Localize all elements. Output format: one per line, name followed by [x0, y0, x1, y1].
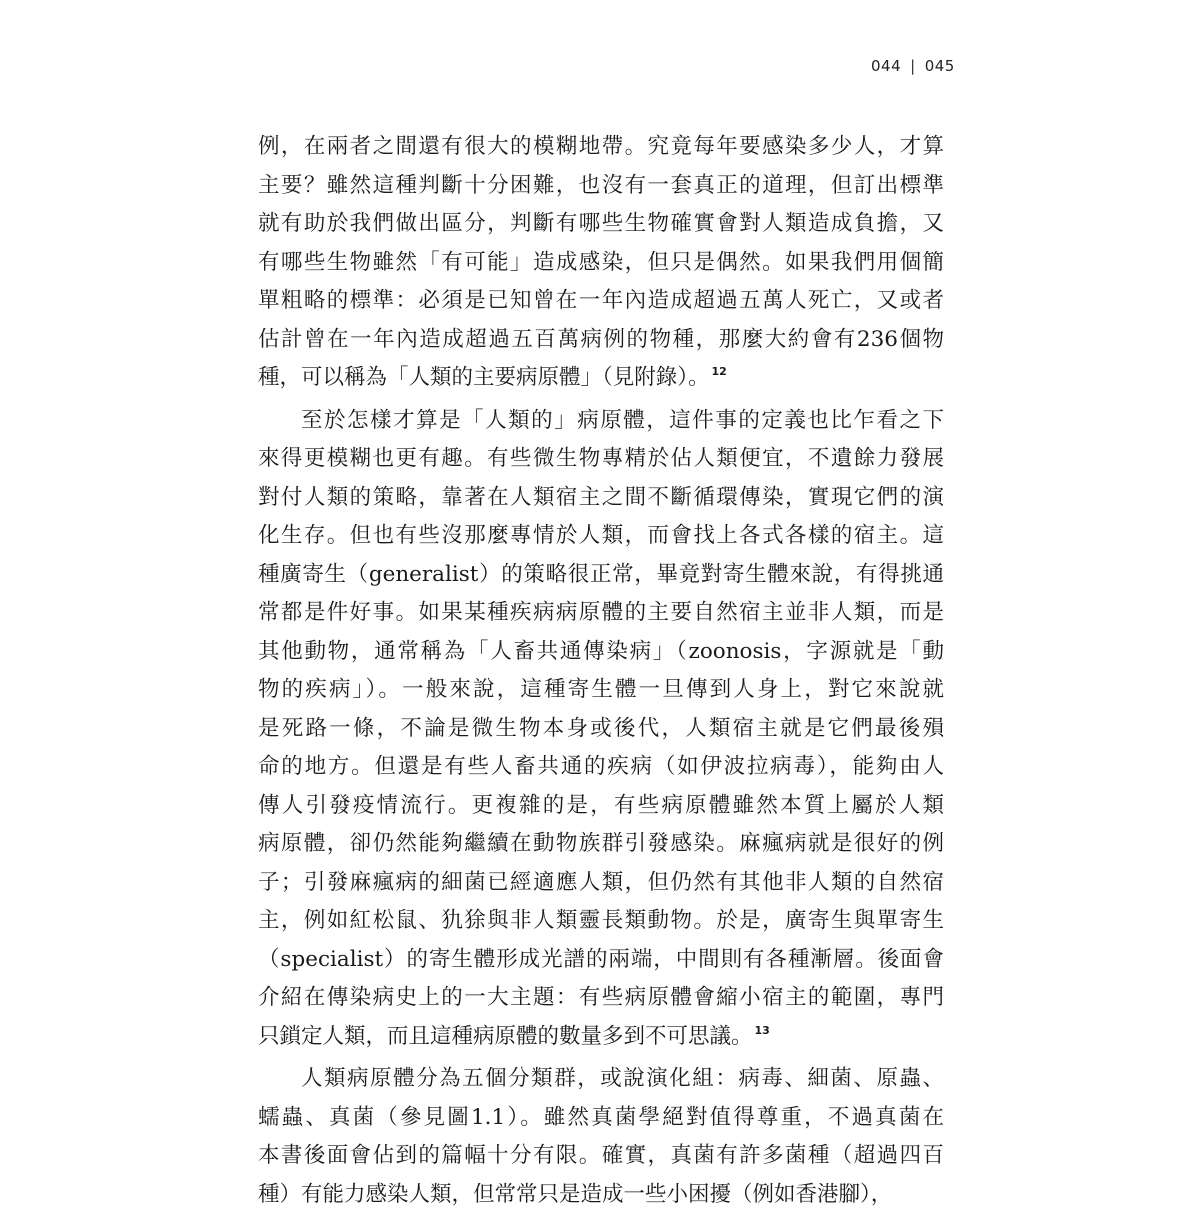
text-line: [258, 787, 944, 826]
footnote-marker[interactable]: 12: [712, 365, 727, 378]
text-line: [258, 825, 944, 864]
line-text: 人類病原體分為五個分類群，或說演化組：病毒、細菌、原蟲、: [301, 1066, 944, 1091]
text-line: [258, 167, 944, 206]
text-line: [258, 594, 944, 633]
line-text: 單粗略的標準：必須是已知曾在一年內造成超過五萬人死亡，又或者: [258, 288, 944, 313]
text-line: [258, 1099, 944, 1138]
line-text: 化生存。但也有些沒那麼專情於人類，而會找上各式各樣的宿主。這: [258, 523, 944, 548]
line-text: （specialist）的寄生體形成光譜的兩端，中間則有各種漸層。後面會: [258, 947, 944, 972]
paragraph: [258, 128, 944, 398]
text-line: [258, 902, 944, 941]
line-text: 至於怎樣才算是「人類的」病原體，這件事的定義也比乍看之下: [301, 408, 944, 433]
line-text: 例，在兩者之間還有很大的模糊地帶。究竟每年要感染多少人，才算: [258, 134, 944, 159]
text-line: [258, 440, 944, 479]
line-text: 病原體，卻仍然能夠繼續在動物族群引發感染。麻瘋病就是很好的例: [258, 831, 944, 856]
line-text: 就有助於我們做出區分，判斷有哪些生物確實會對人類造成負擔，又: [258, 211, 944, 236]
page-number-separator: |: [910, 57, 916, 75]
text-line: [258, 1176, 944, 1214]
line-text: 命的地方。但還是有些人畜共通的疾病（如伊波拉病毒），能夠由人: [258, 754, 944, 779]
body-text: [258, 128, 944, 1214]
text-line: [258, 556, 944, 595]
line-text: 蠕蟲、真菌（參見圖1.1）。雖然真菌學絕對值得尊重，不過真菌在: [258, 1105, 944, 1130]
line-text: 種，可以稱為「人類的主要病原體」（見附錄）。: [258, 365, 710, 390]
line-text: 介紹在傳染病史上的一大主題：有些病原體會縮小宿主的範圍，專門: [258, 985, 944, 1010]
text-line: [258, 748, 944, 787]
text-line: [258, 633, 944, 672]
line-text: 子；引發麻瘋病的細菌已經適應人類，但仍然有其他非人類的自然宿: [258, 870, 944, 895]
text-line: [258, 979, 944, 1018]
line-text: 估計曾在一年內造成超過五百萬病例的物種，那麼大約會有236個物: [258, 327, 944, 352]
line-text: 有哪些生物雖然「有可能」造成感染，但只是偶然。如果我們用個簡: [258, 250, 944, 275]
text-line: [258, 1060, 944, 1099]
footnote-marker[interactable]: 13: [755, 1024, 770, 1037]
line-text: 種）有能力感染人類，但常常只是造成一些小困擾（例如香港腳），: [258, 1182, 892, 1207]
line-text: 只鎖定人類，而且這種病原體的數量多到不可思議。: [258, 1024, 753, 1049]
text-line: [258, 1018, 944, 1057]
text-line: [258, 321, 944, 360]
line-text: 其他動物，通常稱為「人畜共通傳染病」（zoonosis，字源就是「動: [258, 639, 944, 664]
line-text: 來得更模糊也更有趣。有些微生物專精於佔人類便宜，不遺餘力發展: [258, 446, 944, 471]
text-line: [258, 1137, 944, 1176]
text-line: [258, 205, 944, 244]
paragraph: [258, 1060, 944, 1214]
left-page-number: 044: [871, 57, 901, 75]
text-line: [258, 128, 944, 167]
line-text: 種廣寄生（generalist）的策略很正常，畢竟對寄生體來說，有得挑通: [258, 562, 944, 587]
paragraph: [258, 402, 944, 1057]
line-text: 物的疾病」）。一般來說，這種寄生體一旦傳到人身上，對它來說就: [258, 677, 944, 702]
line-text: 對付人類的策略，靠著在人類宿主之間不斷循環傳染，實現它們的演: [258, 485, 944, 510]
text-line: [258, 710, 944, 749]
page-number-header: [871, 57, 955, 75]
text-line: [258, 517, 944, 556]
text-line: [258, 402, 944, 441]
line-text: 常都是件好事。如果某種疾病病原體的主要自然宿主並非人類，而是: [258, 600, 944, 625]
text-line: [258, 244, 944, 283]
right-page-number: 045: [925, 57, 955, 75]
line-text: 主要？雖然這種判斷十分困難，也沒有一套真正的道理，但訂出標準: [258, 173, 944, 198]
text-line: [258, 479, 944, 518]
line-text: 本書後面會佔到的篇幅十分有限。確實，真菌有許多菌種（超過四百: [258, 1143, 944, 1168]
line-text: 傳人引發疫情流行。更複雜的是，有些病原體雖然本質上屬於人類: [258, 793, 944, 818]
line-text: 是死路一條，不論是微生物本身或後代，人類宿主就是它們最後殞: [258, 716, 944, 741]
text-line: [258, 864, 944, 903]
text-line: [258, 359, 944, 398]
text-line: [258, 941, 944, 980]
text-line: [258, 671, 944, 710]
line-text: 主，例如紅松鼠、犰狳與非人類靈長類動物。於是，廣寄生與單寄生: [258, 908, 944, 933]
text-line: [258, 282, 944, 321]
